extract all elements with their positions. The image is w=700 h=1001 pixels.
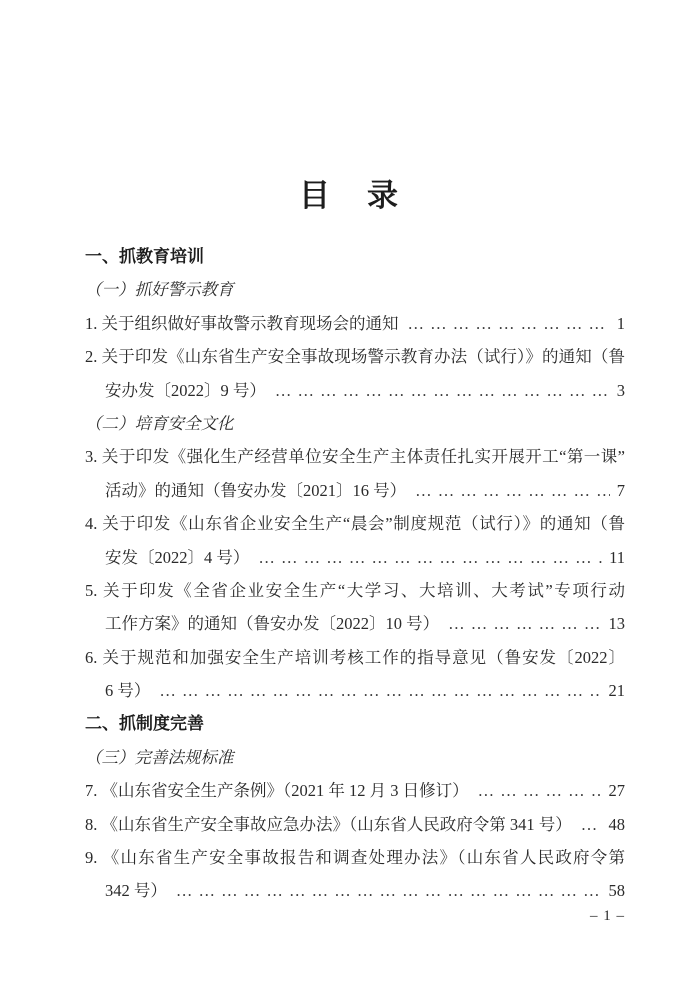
- dot-leader: [572, 808, 602, 841]
- toc-page-number: 13: [608, 614, 625, 634]
- toc-entry-line: [85, 874, 625, 907]
- toc-entry-line: [85, 574, 625, 607]
- toc-entry-text: 2. 关于印发《山东省生产安全事故现场警示教育办法（试行）》的通知（鲁: [85, 347, 625, 367]
- dot-leader: [439, 607, 601, 640]
- toc-entry-line: [85, 774, 625, 807]
- toc-page-number: 58: [608, 881, 625, 901]
- toc-entry-text: 3. 关于印发《强化生产经营单位安全生产主体责任扎实开展开工“第一课”: [85, 447, 625, 467]
- toc-entry-text: 6 号）: [105, 681, 151, 701]
- toc-page-number: 7: [616, 480, 625, 500]
- toc-entry-text: 4. 关于印发《山东省企业安全生产“晨会”制度规范（试行）》的通知（鲁: [85, 514, 625, 534]
- dot-leader: [266, 374, 610, 407]
- toc-section-heading: [85, 707, 625, 740]
- toc-entry-text: 1. 关于组织做好事故警示教育现场会的通知: [85, 313, 399, 333]
- toc-entry-text: 5. 关于印发《全省企业安全生产“大学习、大培训、大考试”专项行动: [85, 580, 625, 600]
- toc-page-number: 48: [608, 814, 625, 834]
- toc-page-number: 1: [616, 313, 625, 333]
- page-title: 目 录: [299, 178, 401, 213]
- toc-entry-text: 二、抓制度完善: [85, 714, 204, 734]
- toc-entry-text: 工作方案》的通知（鲁安办发〔2022〕10 号）: [105, 614, 440, 634]
- toc-entry-text: 7. 《山东省安全生产条例》（2021 年 12 月 3 日修订）: [85, 781, 469, 801]
- toc-entry-line: [85, 474, 625, 507]
- dot-leader: [406, 474, 610, 507]
- toc-page-number: 11: [609, 547, 625, 567]
- toc-subsection-heading: [85, 407, 625, 440]
- toc-entry-text: （二）培育安全文化: [85, 413, 234, 433]
- toc-page-number: 27: [608, 781, 625, 801]
- dot-leader: [249, 541, 602, 574]
- toc-entry-line: [85, 507, 625, 540]
- toc-subsection-heading: [85, 273, 625, 306]
- toc-entry-line: [85, 808, 625, 841]
- toc-entry-text: 一、抓教育培训: [85, 247, 204, 266]
- toc-entry-text: 安办发〔2022〕9 号）: [105, 380, 266, 400]
- toc-entry-line: [85, 374, 625, 407]
- toc-subsection-heading: [85, 741, 625, 774]
- toc-entry-text: 8. 《山东省生产安全事故应急办法》（山东省人民政府令第 341 号）: [85, 814, 572, 834]
- dot-leader: [150, 674, 601, 707]
- toc-entry-line: [85, 841, 625, 874]
- toc-entry-text: （一）抓好警示教育: [85, 280, 234, 300]
- dot-leader: [399, 307, 610, 340]
- toc-page-number: 3: [616, 380, 625, 400]
- toc-list: [85, 240, 625, 908]
- toc-page-number: 21: [608, 681, 625, 701]
- dot-leader: [167, 874, 602, 907]
- toc-entry-text: 6. 关于规范和加强安全生产培训考核工作的指导意见（鲁安发〔2022〕: [85, 647, 625, 667]
- toc-entry-text: 安发〔2022〕4 号）: [105, 547, 250, 567]
- toc-entry-line: [85, 440, 625, 473]
- toc-entry-text: 342 号）: [105, 881, 167, 901]
- toc-section-heading: [85, 240, 625, 273]
- toc-entry-line: [85, 674, 625, 707]
- toc-entry-text: 9. 《山东省生产安全事故报告和调查处理办法》（山东省人民政府令第: [85, 848, 625, 868]
- toc-entry-text: 活动》的通知（鲁安办发〔2021〕16 号）: [105, 480, 407, 500]
- toc-entry-line: [85, 340, 625, 373]
- folio-page-number: – 1 –: [590, 908, 625, 924]
- toc-entry-line: [85, 641, 625, 674]
- toc-entry-line: [85, 307, 625, 340]
- toc-entry-line: [85, 541, 625, 574]
- toc-entry-line: [85, 607, 625, 640]
- dot-leader: [469, 774, 602, 807]
- toc-entry-text: （三）完善法规标准: [85, 747, 234, 767]
